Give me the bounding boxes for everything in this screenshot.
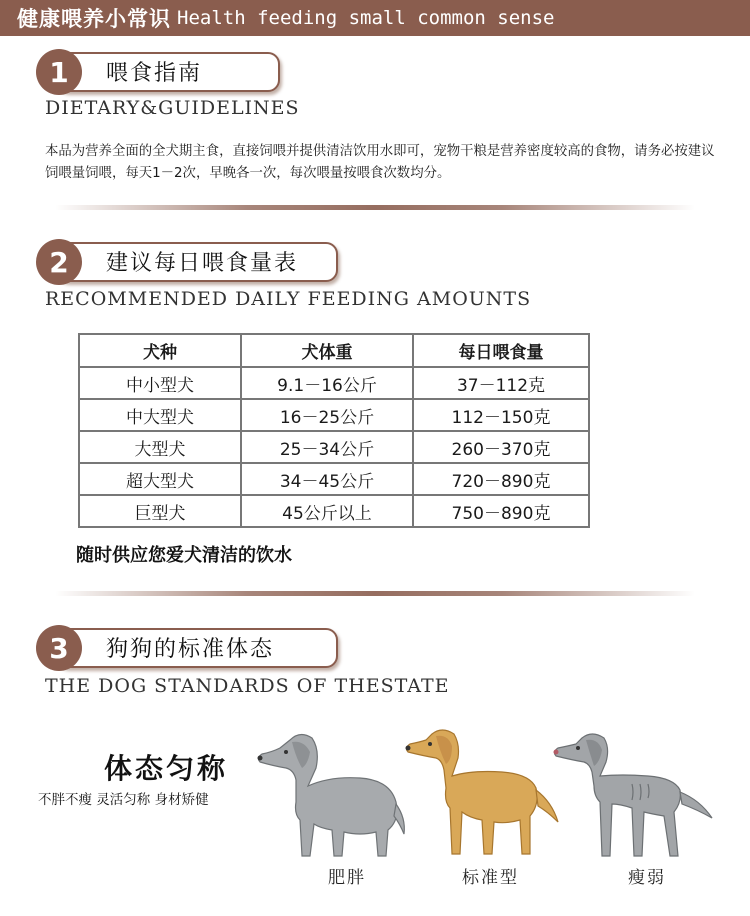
amount-cell: 260－370克	[413, 431, 589, 463]
top-banner	[0, 0, 750, 36]
table-row	[79, 399, 589, 431]
fat-dog-illustration	[250, 728, 410, 860]
amount-cell: 720－890克	[413, 463, 589, 495]
amount-cell: 37－112克	[413, 367, 589, 399]
amount-cell: 750－890克	[413, 495, 589, 527]
feeding-amount-table	[78, 333, 590, 528]
dog-label-fat: 肥胖	[328, 868, 366, 888]
section-title: 建议每日喂食量表	[106, 251, 299, 276]
section-number-badge: 2	[36, 239, 82, 285]
section-subtitle-en: DIETARY&GUIDELINES	[45, 97, 300, 119]
weight-cell: 25－34公斤	[241, 431, 413, 463]
table-header-row	[79, 334, 589, 367]
section-number-badge: 3	[36, 625, 82, 671]
dog-label-standard: 标准型	[462, 868, 519, 888]
weight-cell: 9.1－16公斤	[241, 367, 413, 399]
weight-cell: 45公斤以上	[241, 495, 413, 527]
breed-cell: 中小型犬	[79, 367, 241, 399]
banner-title-cn: 健康喂养小常识	[17, 7, 171, 31]
section-title: 狗狗的标准体态	[106, 637, 275, 662]
table-row	[79, 463, 589, 495]
section-3-header	[36, 626, 336, 670]
section-subtitle-en: RECOMMENDED DAILY FEEDING AMOUNTS	[45, 288, 532, 310]
section-1-header	[36, 50, 336, 94]
thin-dog-illustration	[548, 728, 718, 860]
standard-dog-illustration	[402, 726, 562, 858]
divider	[55, 205, 695, 210]
column-header-breed: 犬种	[79, 334, 241, 367]
breed-cell: 巨型犬	[79, 495, 241, 527]
breed-cell: 超大型犬	[79, 463, 241, 495]
section-subtitle-en: THE DOG STANDARDS OF THESTATE	[45, 675, 450, 697]
table-row	[79, 495, 589, 527]
table-row	[79, 367, 589, 399]
amount-cell: 112－150克	[413, 399, 589, 431]
water-note: 随时供应您爱犬清洁的饮水	[76, 545, 292, 566]
feeding-guide-text: 本品为营养全面的全犬期主食，直接饲喂并提供清洁饮用水即可，宠物干粮是营养密度较高的食物，请务必按建议饲喂量饲喂，每天1－2次，早晚各一次，每次喂量按喂食次数均分。	[45, 144, 715, 181]
column-header-weight: 犬体重	[241, 334, 413, 367]
section-number-badge: 1	[36, 49, 82, 95]
dog-label-thin: 瘦弱	[628, 868, 666, 888]
divider	[55, 591, 695, 596]
table-row	[79, 431, 589, 463]
weight-cell: 34－45公斤	[241, 463, 413, 495]
banner-title-en: Health feeding small common sense	[177, 7, 555, 29]
section-title: 喂食指南	[106, 61, 203, 86]
breed-cell: 大型犬	[79, 431, 241, 463]
body-state-subtitle: 不胖不瘦 灵活匀称 身材矫健	[38, 792, 209, 808]
weight-cell: 16－25公斤	[241, 399, 413, 431]
body-state-title: 体态匀称	[104, 752, 229, 785]
section-2-header	[36, 240, 336, 284]
breed-cell: 中大型犬	[79, 399, 241, 431]
column-header-daily-amount: 每日喂食量	[413, 334, 589, 367]
